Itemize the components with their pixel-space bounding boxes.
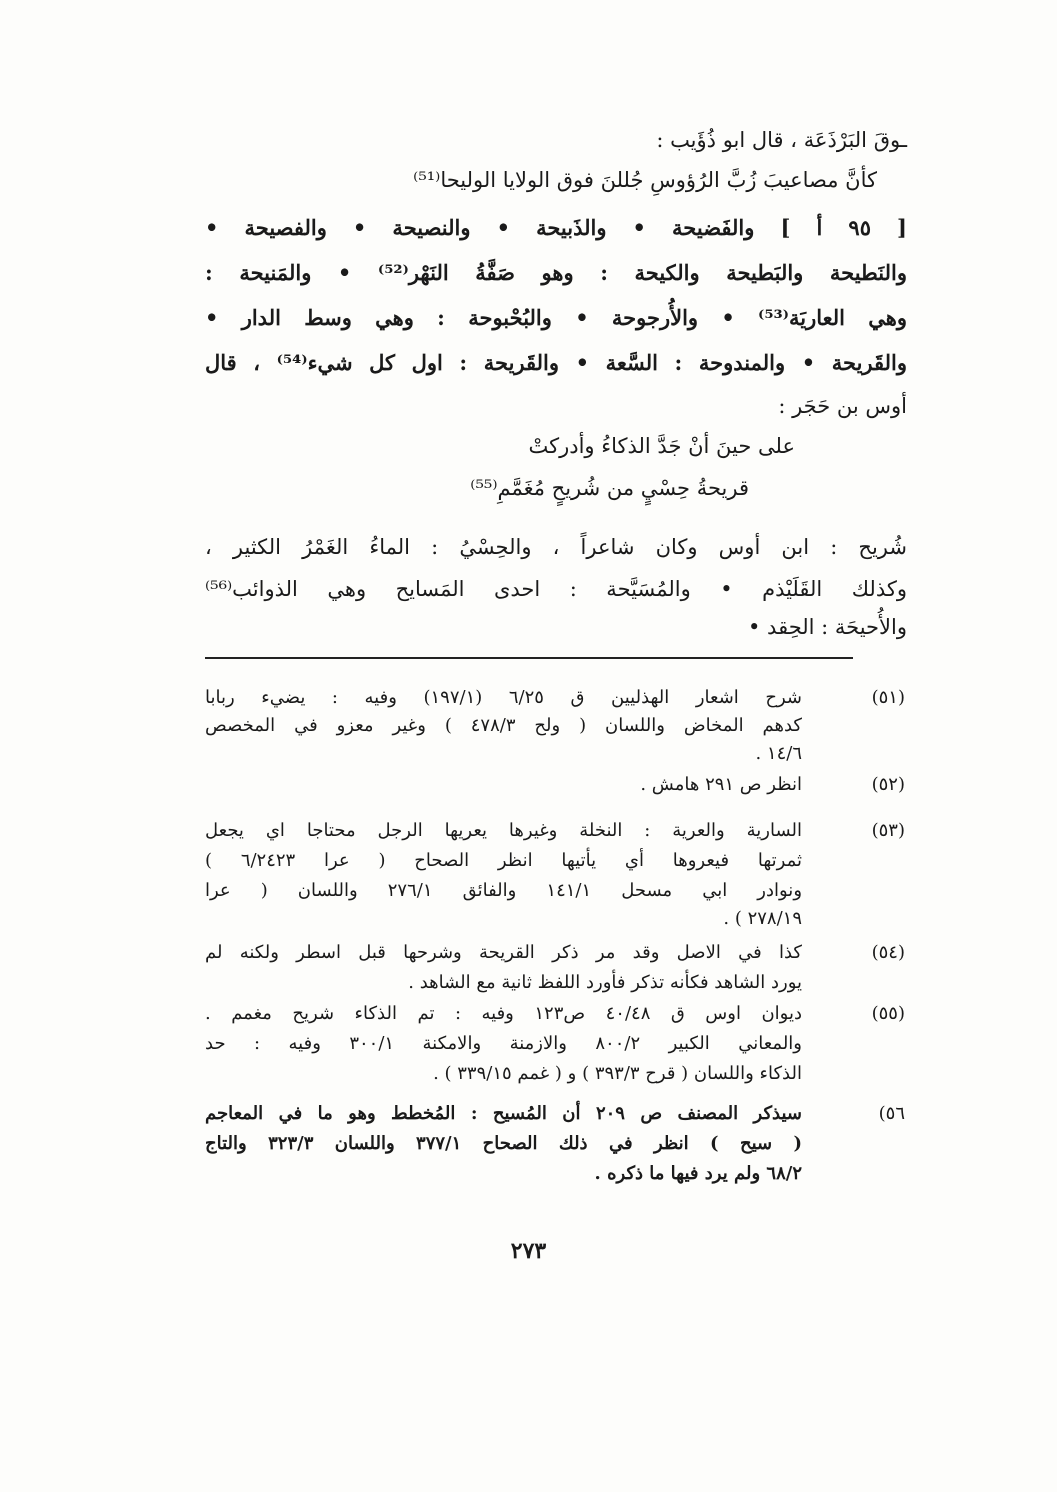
footnote-line: ٦٨/٢ ولم يرد فيها ما ذكره . <box>594 1163 802 1184</box>
text-line: والأُحيحَة : الحِقد • <box>747 615 907 639</box>
footnote-line: كذا في الاصل وقد مر ذكر القريحة وشرحها قبل اسطر ولكنه لم <box>205 942 803 963</box>
footnote-line: ٢٧٨/١٩ ) . <box>723 908 802 929</box>
text-line: [ ٩٥ أ ] والفَضيحة • والذَبيحة • والنصيحة • والفصيحة • <box>205 215 907 240</box>
text-line: ـوقَ البَرْذَعَة ، قال ابو ذُؤَيب : <box>656 128 907 152</box>
footnote-line: انظر ص ٢٩١ هامش . <box>640 774 802 795</box>
footnote-separator <box>205 657 853 659</box>
verse-line: قريحةُ حِسْيٍ من شُريحٍ مُغَمَّمِ⁽⁵⁵⁾ <box>470 476 749 500</box>
footnote-line: ثمرتها فيعروها أي يأتيها انظر الصحاح ( عرا ٦/٢٤٢٣ ) <box>205 850 802 871</box>
text-line: وهي العاريَة⁽⁵³⁾ • والأُرجوحة • والبُحْبوحة : وهي وسط الدار • <box>205 305 907 330</box>
footnote-number: ٥٦) <box>878 1103 905 1124</box>
footnote-number: (٥٤) <box>871 942 905 963</box>
footnote-line: ونوادر ابي مسحل ١٤١/١ والفائق ٢٧٦/١ واللسان ( عرا <box>205 880 803 901</box>
footnote-line: ديوان اوس ق ٤٠/٤٨ ص١٢٣ وفيه : تم الذكاء شريح مغمم . <box>205 1003 803 1024</box>
footnote-number: (٥١) <box>871 687 905 708</box>
footnote-line: كدهم المخاض واللسان ( ولح ٤٧٨/٣ ) وغير معزو في المخصص <box>205 715 802 736</box>
footnote-line: السارية والعرية : النخلة وغيرها يعريها الرجل محتاجا اي يجعل <box>205 820 802 841</box>
text-line: أوس بن حَجَر : <box>778 394 907 418</box>
text-line: وكذلك القَلَيْذم • والمُسَيَّحة : احدى المَسايح وهي الذوائب⁽⁵⁶⁾ <box>205 577 907 601</box>
footnote-line: والمعاني الكبير ٨٠٠/٢ والازمنة والامكنة ٣٠٠/١ وفيه : حد <box>205 1033 802 1054</box>
verse-line: كأنَّ مصاعيبَ زُبَّ الرُؤوسِ جُللنَ فوق الولايا الوليحا⁽⁵¹⁾ <box>413 168 877 192</box>
text-line: شُريح : ابن أوس وكان شاعراً ، والحِسْيُ : الماءُ الغَمْرُ الكثير ، <box>205 535 907 559</box>
footnote-line: ١٤/٦ . <box>755 743 802 764</box>
page-number: ٢٧٣ <box>510 1238 547 1264</box>
text-line: والقَريحة • والمندوحة : السَّعة • والقَريحة : اول كل شيء⁽⁵⁴⁾ ، قال <box>205 350 907 375</box>
verse-line: على حينَ أنْ جَدَّ الذكاءُ وأدركتْ <box>528 434 795 458</box>
footnote-line: ( سيح ) انظر في ذلك الصحاح ٣٧٧/١ واللسان ٣٢٣/٣ والتاج <box>205 1133 802 1154</box>
text-line: والنَطيحة والبَطيحة والكيحة : وهو صَفَّةُ النَهْر⁽⁵²⁾ • والمَنيحة : <box>205 260 907 285</box>
footnote-number: (٥٥) <box>871 1003 905 1024</box>
footnote-number: (٥٣) <box>871 820 905 841</box>
footnote-line: يورد الشاهد فكأنه تذكر فأورد اللفظ ثانية مع الشاهد . <box>408 972 802 993</box>
footnote-line: شرح اشعار الهذليين ق ٦/٢٥ (١٩٧/١) وفيه : يضيء ربابا <box>205 687 802 708</box>
footnote-line: سيذكر المصنف ص ٢٠٩ أن المُسيح : المُخطط وهو ما في المعاجم <box>205 1103 802 1124</box>
footnote-number: (٥٢) <box>871 774 905 795</box>
footnote-line: الذكاء واللسان ( قرح ٣٩٣/٣ ) و ( غمم ٣٣٩/١٥ ) . <box>433 1063 802 1084</box>
